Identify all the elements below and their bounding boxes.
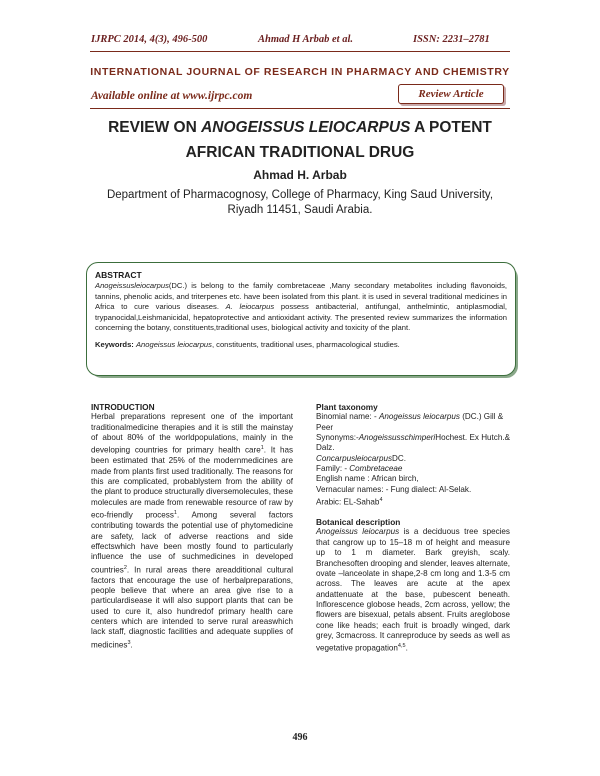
- introduction-section: [91, 402, 293, 651]
- arabic-text: Arabic: EL-Sahab: [316, 497, 380, 507]
- keywords-species: Anogeissus leiocarpus: [135, 339, 212, 349]
- page-number: 496: [292, 732, 308, 743]
- affiliation-line1: Department of Pharmacognosy, College of Pharmacy, King Saud University,: [106, 189, 494, 201]
- botanical-heading: Botanical description: [316, 517, 401, 528]
- binomial-rest: (DC.) Gill & Peer: [316, 412, 504, 432]
- header-issn: ISSN: 2231–2781: [413, 34, 490, 45]
- affiliation-line2: Riyadh 11451, Saudi Arabia.: [227, 204, 373, 216]
- article-type-badge: Review Article: [398, 84, 504, 104]
- keywords: [95, 340, 507, 351]
- taxonomy-binomial: [316, 412, 510, 433]
- taxonomy-heading: Plant taxonomy: [316, 402, 378, 412]
- intro-ref-4: 3: [127, 639, 131, 646]
- journal-url-link[interactable]: www.ijrpc.com: [182, 90, 253, 102]
- family-label: Family: -: [316, 464, 350, 474]
- header-rule-2: [90, 108, 510, 109]
- abstract-text-b: possess antibacterial, antifungal, anthelmintic, antiplasmodial, trypanocidal,Leishmanicidal, hepatoprotective and antioxidant activity. The presented review summarizes the information concerning the botany, constituents,traditional uses, biological activity and toxicity of the plant.: [95, 302, 507, 333]
- header-rule: [90, 51, 510, 52]
- keywords-label: Keywords:: [95, 339, 134, 349]
- taxonomy-family: [316, 464, 510, 474]
- intro-ref-2: 1: [173, 510, 177, 517]
- binomial-label: Binomial name: -: [316, 412, 379, 422]
- taxonomy-english: English name : African birch,: [316, 474, 419, 484]
- keywords-text: , constituents, traditional uses, pharmacological studies.: [211, 339, 400, 349]
- taxonomy-arabic: [316, 495, 510, 508]
- abstract-text-a: (DC.) is belong to the family combretaceae ,Many secondary metabolites including flavonoids, tannins, phenolic acids, and triterpenes etc. have been isolated from this plant. it is used in several traditional medicines in Africa to cure various diseases.: [95, 281, 507, 312]
- abstract-text: [95, 281, 507, 334]
- abstract-species: Anogeissusleiocarpus: [95, 281, 169, 290]
- availability-line: [91, 90, 252, 102]
- intro-ref-1: 1: [260, 445, 264, 452]
- abstract-box: [86, 262, 516, 376]
- family-value: Combretaceae: [349, 464, 403, 474]
- title-pre: REVIEW ON: [108, 119, 202, 136]
- intro-text-4: . In rural areas there areadditional cultural factors that encourage the use of herbalpreparations, people believe that where an area give rise to a particulardisease it will also support plants that can be used to cure it, also hundredof primary health care centers which are intended to serve rural areaswhich lack staff, diagnostic facilities and adequate supplies of medicines: [91, 565, 293, 650]
- taxonomy-synonyms: [316, 433, 510, 454]
- availability-prefix: Available online at: [91, 90, 180, 102]
- title-post: A POTENT: [410, 119, 492, 136]
- botanical-text: is a deciduous tree species that cangrow up to 15–18 m of height and measure up to 1 m diameter. Bark greyish, scaly. Branchesoften drooping and slender, leaves alternate, ovate –lanceolate in shape,2-8 cm long and 1.3-5 cm across. The leaves are acute at the apex andattenuate at the base, pubescent beneath. Inflorescence globose heads, 2cm across, yellow; the flowers are bisexual, petals absent. Fruits areglobose cone like heads; each fruit is broadly winged, dark grey, 3cmacross. It canreproduce by seeds as well as vegetative propagation: [316, 527, 510, 653]
- header-citation: IJRPC 2014, 4(3), 496-500: [91, 34, 208, 45]
- arabic-ref: 4: [379, 497, 383, 504]
- intro-text-3: . Among several factors contributing towards the potential use of phytomedicine are safety, lack of adverse reactions and side effectswhich have been mostly found to particularly influence the use of suchmedicines in developed countries: [91, 510, 293, 575]
- synonyms-species: Anogeissusschimperi: [358, 433, 436, 443]
- title-species: ANOGEISSUS LEIOCARPUS: [201, 119, 411, 136]
- introduction-heading: INTRODUCTION: [91, 402, 155, 412]
- journal-name: INTERNATIONAL JOURNAL OF RESEARCH IN PHARMACY AND CHEMISTRY: [90, 66, 510, 78]
- botanical-paragraph: [316, 527, 510, 654]
- botanical-species: Anogeissus leiocarpus: [316, 527, 400, 537]
- affiliation: [0, 188, 600, 218]
- synonym2-rest: DC.: [392, 453, 406, 463]
- synonyms-rest: Hochest. Ex Hutch.& Dalz.: [316, 433, 510, 453]
- header-author: Ahmad H Arbab et al.: [258, 34, 353, 45]
- intro-text-2: . It has been estimated that 25% of the modernmedicines are made from plants first used traditionally. The reasons for this are complicated, probablystem from the ability of the plant to produce structurally diversemolecules, these molecules are made from renewable resource of raw by eco-friendly process: [91, 446, 293, 520]
- taxonomy-vernacular: Vernacular names: - Fung dialect: Al-Selak.: [316, 484, 472, 494]
- intro-text-1: Herbal preparations represent one of the important traditionalmedicine therapies and it is still the mainstay of about 80% of the worldpopulations, mainly in the developing countries for primary health care: [91, 412, 293, 456]
- abstract-species-2: A. leiocarpus: [225, 302, 275, 312]
- introduction-paragraph: [91, 412, 293, 650]
- binomial-species: Anogeissus leiocarpus: [378, 412, 460, 422]
- taxonomy-synonym-2: [316, 454, 510, 464]
- article-title-line2: AFRICAN TRADITIONAL DRUG: [185, 144, 415, 161]
- article-title-line1: [0, 119, 600, 137]
- author-name: Ahmad H. Arbab: [253, 168, 347, 182]
- synonyms-label: Synonyms:-: [316, 433, 359, 443]
- right-column: [316, 402, 510, 654]
- botanical-ref: 4,5: [397, 643, 406, 650]
- abstract-heading: ABSTRACT: [95, 270, 142, 280]
- botanical-end: .: [405, 643, 408, 653]
- intro-ref-3: 2: [123, 564, 127, 571]
- intro-text-5: .: [130, 640, 133, 650]
- synonym2-species: Concarpusleiocarpus: [316, 453, 393, 463]
